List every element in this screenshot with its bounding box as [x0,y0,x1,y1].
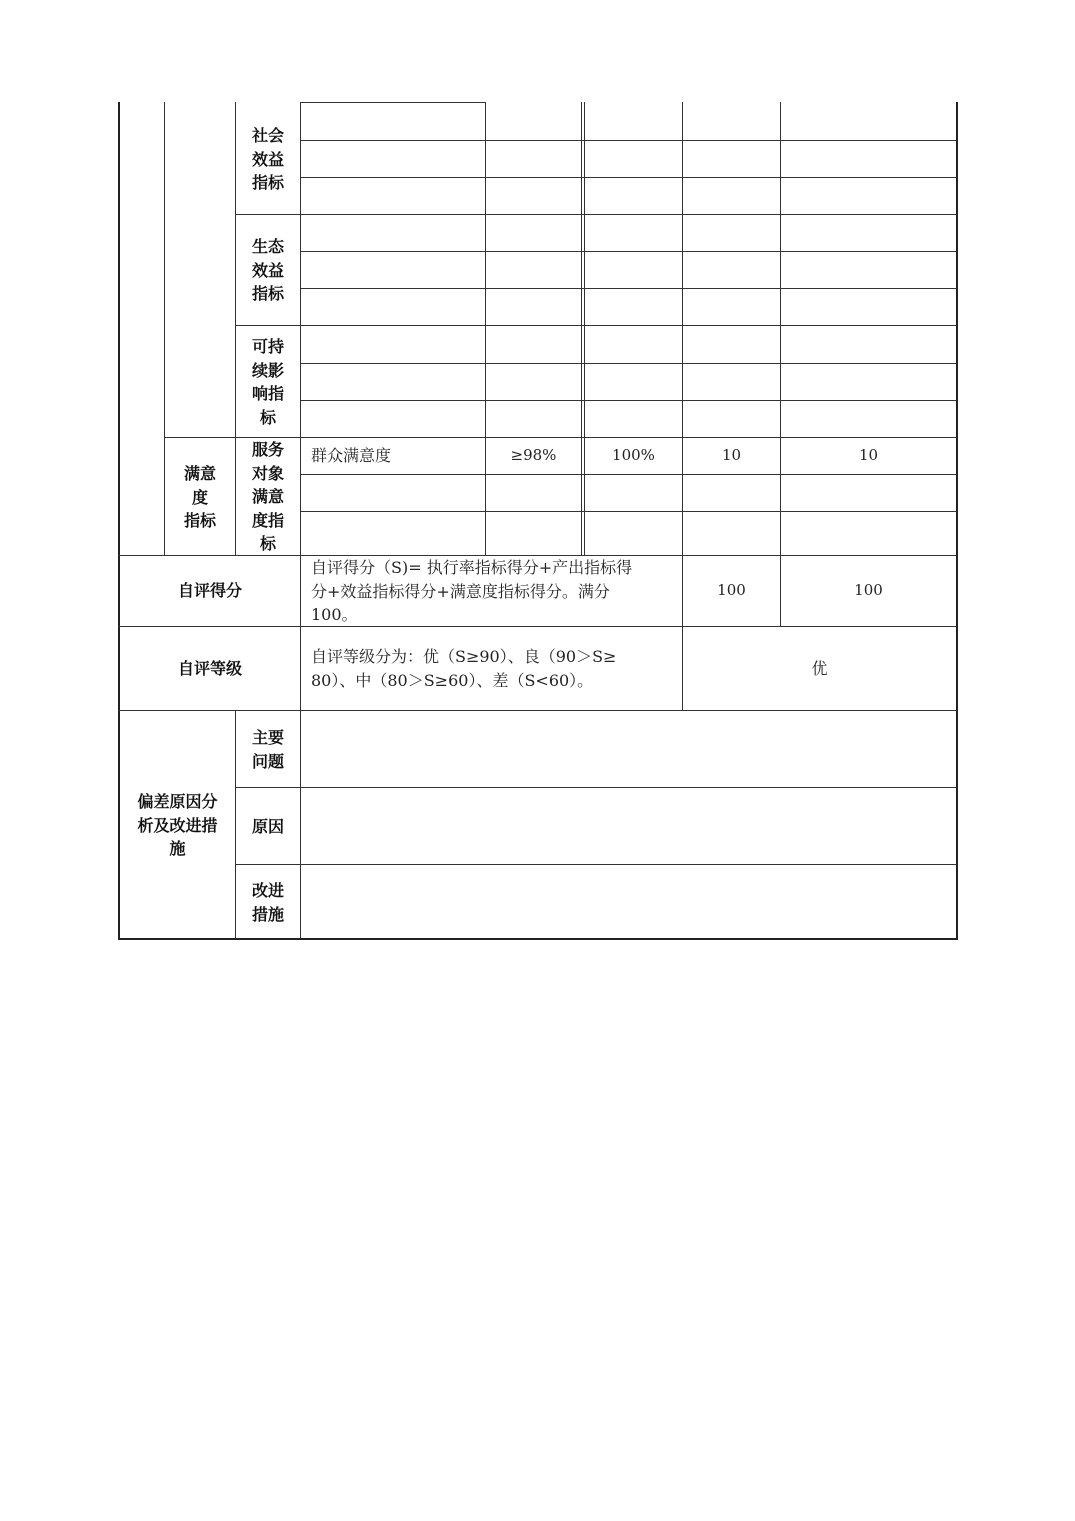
self-score-label: 自评得分 [177,581,242,600]
grid-vline [581,102,582,555]
grid-hline [300,251,957,252]
deviation-row-label-measures: 改进 措施 [251,881,284,924]
benefit-group-label-ecological: 生态 效益 指标 [251,237,284,303]
grid-hline [235,325,957,326]
self-grade-value: 优 [811,659,828,678]
deviation-analysis-label: 偏差原因分 析及改进措 施 [137,792,218,858]
grid-hline [300,102,485,103]
grid-hline [235,864,957,865]
grid-vline [485,102,486,555]
benefit-group-label-sustainable: 可持 续影 响指 标 [251,337,284,427]
satisfaction-score: 10 [858,446,879,464]
self-grade-label: 自评等级 [177,659,242,678]
satisfaction-weight: 10 [721,446,742,464]
grid-hline [300,511,957,512]
grid-vline [780,102,781,626]
self-score-formula: 自评得分（S)= 执行率指标得分+产出指标得 分+效益指标得分+满意度指标得分。满分 100。 [311,558,633,624]
benefit-group-label-social: 社会 效益 指标 [251,126,284,192]
grid-hline [300,177,957,178]
satisfaction-target: ≥98% [510,446,557,464]
table-right-border [956,102,958,940]
self-grade-description: 自评等级分为：优（S≥90）、良（90＞S≥ 80）、中（80＞S≥60）、差（S<60）。 [311,647,617,690]
grid-hline [300,288,957,289]
grid-hline [300,363,957,364]
deviation-row-label-cause: 原因 [251,817,284,836]
grid-hline [118,710,957,711]
self-score-value: 100 [854,581,883,599]
grid-vline [682,102,683,710]
grid-vline [300,102,301,940]
grid-hline [300,140,957,141]
table-bottom-border [118,938,958,940]
deviation-row-label-problems: 主要 问题 [251,728,284,771]
satisfaction-actual: 100% [612,446,655,464]
satisfaction-category-label: 满意 度 指标 [183,464,216,530]
satisfaction-indicator: 群众满意度 [311,446,392,465]
grid-hline [300,474,957,475]
grid-hline [235,787,957,788]
grid-hline [300,400,957,401]
grid-hline [235,214,957,215]
self-score-weight: 100 [717,581,746,599]
grid-vline [584,102,585,555]
satisfaction-subcategory-label: 服务 对象 满意 度指 标 [251,440,284,553]
